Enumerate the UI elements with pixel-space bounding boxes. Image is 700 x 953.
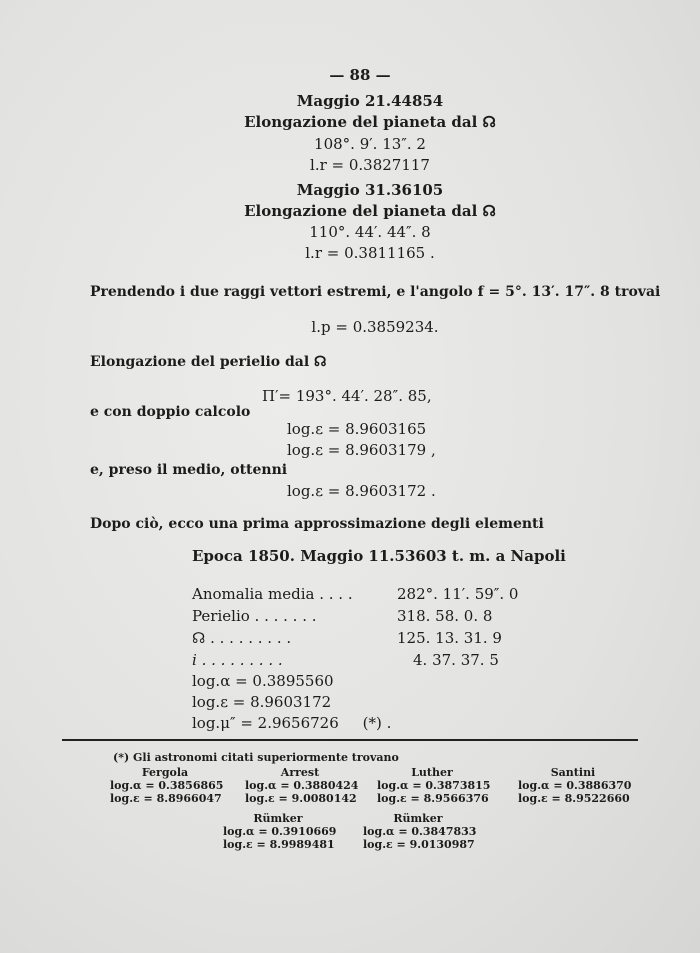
- perihelion-longitude: Π′= 193°. 44′. 28″. 85,: [262, 387, 432, 405]
- astronomer-log-a: log.α = 0.3880424: [245, 779, 359, 792]
- astronomer-name: Rümker: [253, 812, 303, 825]
- obs2-lr: l.r = 0.3811165 .: [305, 244, 435, 262]
- obs2-date: Maggio 31.36105: [296, 181, 444, 199]
- astronomer-log-e: log.ε = 9.0080142: [245, 792, 357, 805]
- astronomer-log-e: log.ε = 8.9989481: [223, 838, 335, 851]
- astronomer-name: Rümker: [393, 812, 443, 825]
- element-value: 125. 13. 31. 9: [397, 629, 502, 647]
- obs1-lr: l.r = 0.3827117: [310, 156, 430, 174]
- obs1-elong: 108°. 9′. 13″. 2: [314, 135, 426, 153]
- astronomer-log-a: log.α = 0.3873815: [377, 779, 491, 792]
- obs2-elong: 110°. 44′. 44″. 8: [309, 223, 431, 241]
- element-label: Anomalia media . . . .: [192, 585, 353, 603]
- astronomer-arrest: [245, 766, 359, 805]
- astronomer-log-a: log.α = 0.3910669: [223, 825, 337, 838]
- element-label: ☊ . . . . . . . . .: [192, 629, 292, 647]
- element-row: [192, 607, 492, 625]
- paragraph-3: e con doppio calcolo: [90, 404, 251, 420]
- element-value: 318. 58. 0. 8: [397, 607, 493, 625]
- obs1-elong-label: Elongazione del pianeta dal ☊: [244, 113, 496, 131]
- log-mu: log.μ″ = 2.9656726 (*) .: [192, 714, 392, 732]
- log-alpha: log.α = 0.3895560: [192, 672, 334, 690]
- astronomer-log-e: log.ε = 8.9522660: [518, 792, 630, 805]
- astronomer-santini: [518, 766, 632, 805]
- obs1-date: Maggio 21.44854: [296, 92, 444, 110]
- paragraph-5: Dopo ciò, ecco una prima approssimazione degli elementi: [90, 516, 544, 532]
- paragraph-4: e, preso il medio, ottenni: [90, 462, 288, 478]
- astronomer-name: Arrest: [280, 766, 320, 779]
- astronomer-luther: [377, 766, 491, 805]
- footnote-intro: (*) Gli astronomi citati superiormente trovano: [113, 751, 399, 764]
- obs2-elong-label: Elongazione del pianeta dal ☊: [244, 202, 496, 220]
- log-epsilon: log.ε = 8.9603172: [192, 693, 332, 711]
- astronomer-fergola: [110, 766, 224, 805]
- astronomer-name: Fergola: [141, 766, 189, 779]
- astronomer-log-a: log.α = 0.3856865: [110, 779, 224, 792]
- element-label: i . . . . . . . . .: [192, 651, 283, 669]
- log-e-3: log.ε = 8.9603172 .: [287, 482, 436, 500]
- epoch: Epoca 1850. Maggio 11.53603 t. m. a Napoli: [192, 547, 566, 565]
- element-value: 282°. 11′. 59″. 0: [397, 585, 519, 603]
- astronomer-log-e: log.ε = 8.8966047: [110, 792, 222, 805]
- astronomer-log-a: log.α = 0.3886370: [518, 779, 632, 792]
- paragraph-1: Prendendo i due raggi vettori estremi, e l'angolo f = 5°. 13′. 17″. 8 trovai: [90, 284, 661, 300]
- astronomer-rumker-1: [223, 812, 337, 851]
- page-number: — 88 —: [329, 66, 391, 84]
- element-row: [192, 629, 502, 647]
- element-value: 4. 37. 37. 5: [413, 651, 499, 669]
- lp-value: l.p = 0.3859234.: [311, 318, 439, 336]
- astronomer-name: Luther: [411, 766, 453, 779]
- element-row: [192, 651, 499, 669]
- element-label: Perielio . . . . . . .: [192, 607, 317, 625]
- astronomer-log-a: log.α = 0.3847833: [363, 825, 477, 838]
- astronomer-rumker-2: [363, 812, 477, 851]
- element-row: [192, 585, 518, 603]
- astronomer-log-e: log.ε = 9.0130987: [363, 838, 475, 851]
- astronomer-name: Santini: [550, 766, 596, 779]
- paragraph-2: Elongazione del perielio dal ☊: [90, 354, 327, 370]
- log-e-2: log.ε = 8.9603179 ,: [287, 441, 436, 459]
- astronomer-log-e: log.ε = 8.9566376: [377, 792, 489, 805]
- log-e-1: log.ε = 8.9603165: [287, 420, 427, 438]
- footnote-divider: [62, 739, 638, 741]
